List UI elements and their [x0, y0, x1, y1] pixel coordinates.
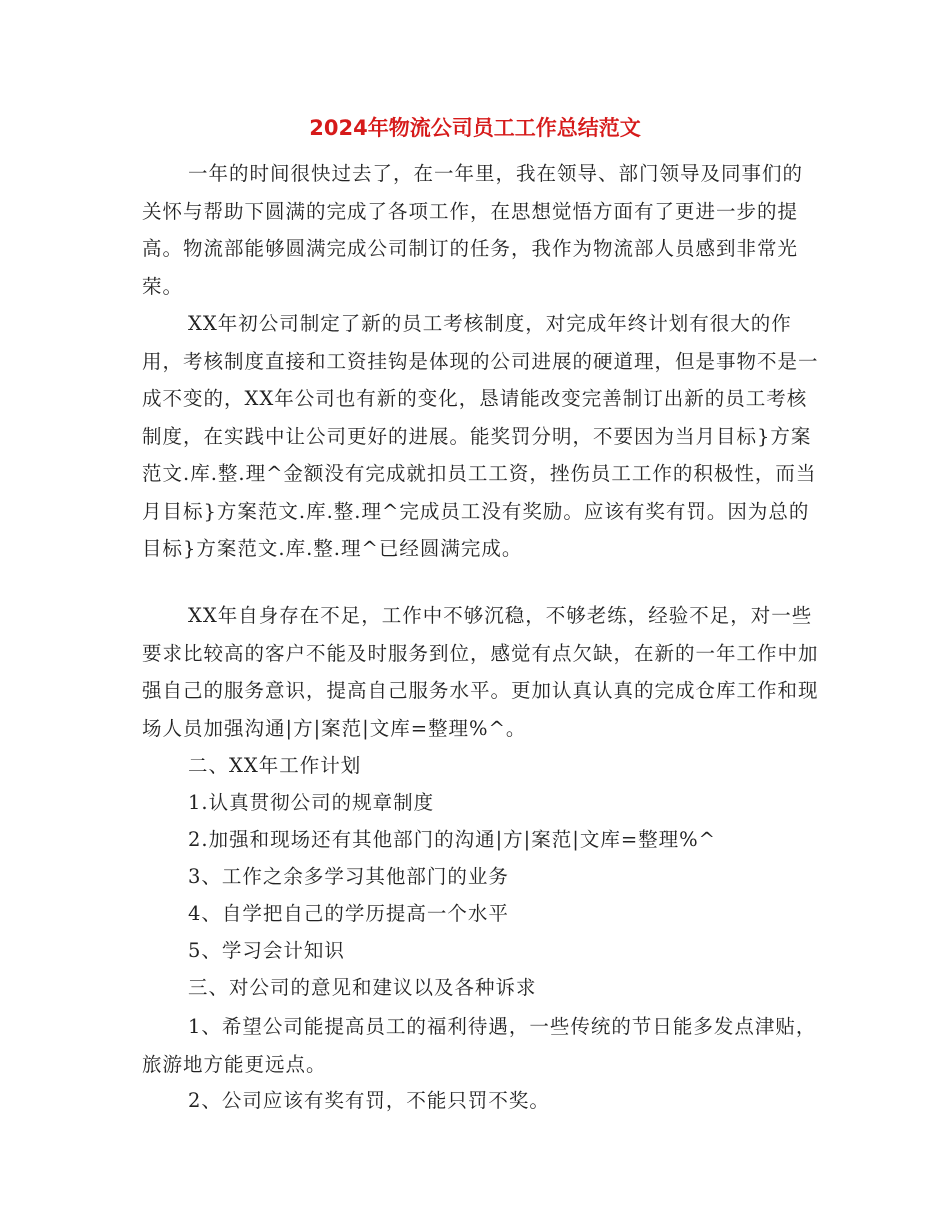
suggestion-item: 1、希望公司能提高员工的福利待遇，一些传统的节日能多发点津贴，旅游地方能更远点。	[142, 1015, 817, 1076]
suggestion-item: 2、公司应该有奖有罚，不能只罚不奖。	[188, 1089, 550, 1112]
paragraph-intro: 一年的时间很快过去了，在一年里，我在领导、部门领导及同事们的关怀与帮助下圆满的完成了各项工作，在思想觉悟方面有了更进一步的提高。物流部能够圆满完成公司制订的任务，我作为物流部人员感到非常光荣。	[142, 162, 804, 298]
section-heading-suggestions: 三、对公司的意见和建议以及各种诉求	[188, 976, 537, 999]
plan-item: 4、自学把自己的学历提高一个水平	[188, 902, 509, 925]
paragraph-shortcomings: XX年自身存在不足，工作中不够沉稳，不够老练，经验不足，对一些要求比较高的客户不能及时服务到位，感觉有点欠缺，在新的一年工作中加强自己的服务意识，提高自己服务水平。更加认真认真的完成仓库工作和现场人员加强沟通|方|案范|文库=整理%^。	[142, 604, 819, 740]
plan-item: 3、工作之余多学习其他部门的业务	[188, 865, 509, 888]
plan-item: 2.加强和现场还有其他部门的沟通|方|案范|文库=整理%^	[188, 828, 717, 851]
plan-item: 5、学习会计知识	[188, 939, 345, 962]
document-title: 2024年物流公司员工工作总结范文	[309, 116, 641, 140]
paragraph-assessment: XX年初公司制定了新的员工考核制度，对完成年终计划有很大的作用，考核制度直接和工资挂钩是体现的公司进展的硬道理，但是事物不是一成不变的，XX年公司也有新的变化，恳请能改变完善制订出新的员工考核制度，在实践中让公司更好的进展。能奖罚分明，不要因为当月目标}方案范文.库.整.理^金额没有完成就扣员工工资，挫伤员工工作的积极性，而当月目标}方案范文.库.整.理^完成员工没有奖励。应该有奖有罚。因为总的目标}方案范文.库.整.理^已经圆满完成。	[142, 312, 819, 560]
section-heading-plan: 二、XX年工作计划	[188, 754, 362, 777]
plan-item: 1.认真贯彻公司的规章制度	[188, 791, 435, 814]
